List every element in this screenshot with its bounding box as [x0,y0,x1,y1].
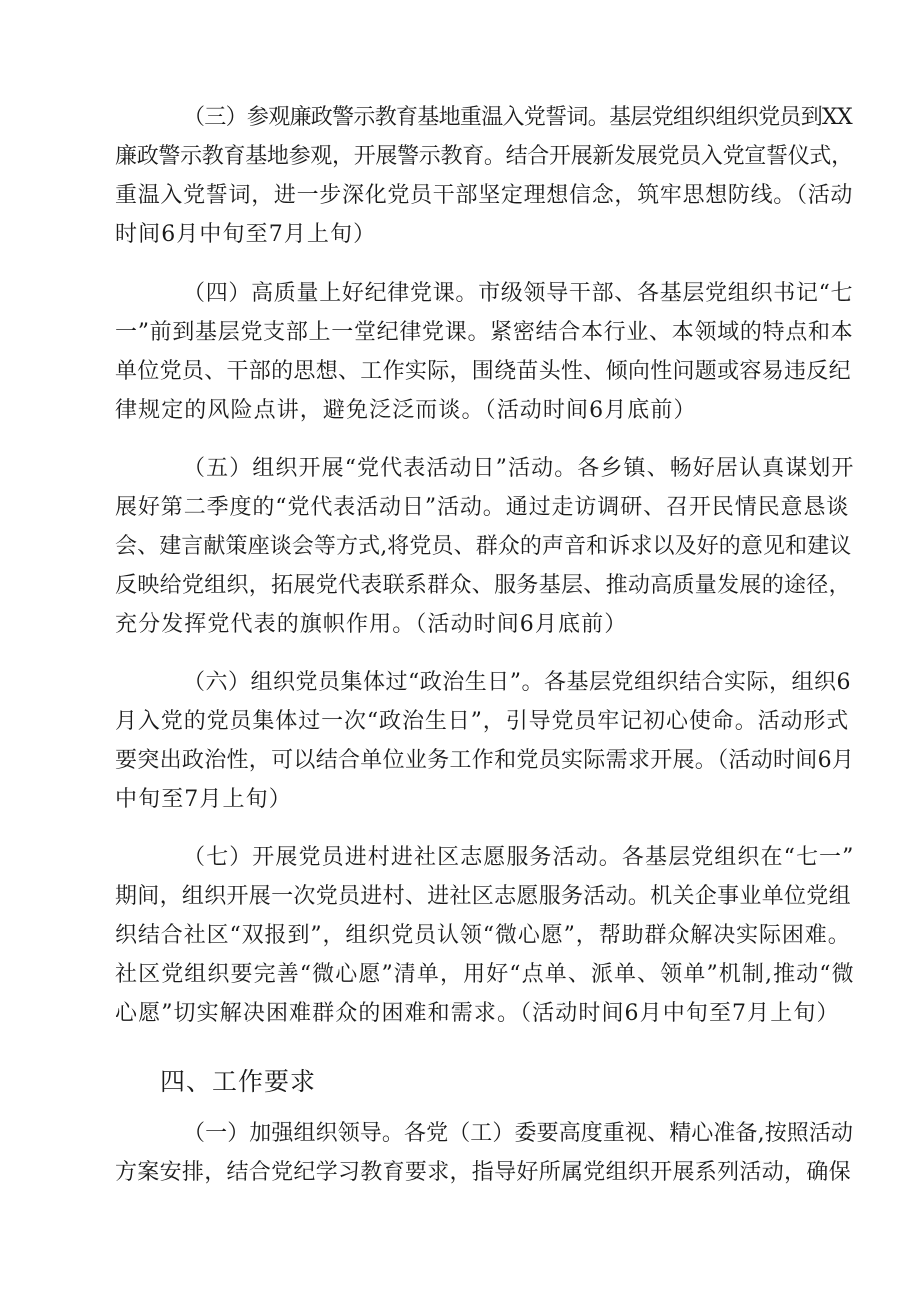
paragraph-line: （六）组织党员集体过“政治生日”。各基层党组织结合实际，组织6 [183,670,851,695]
paragraph-line: 充分发挥党代表的旗帜作用。（活动时间6月底前） [115,612,628,637]
paragraph-line: 展好第二季度的“党代表活动日”活动。通过走访调研、召开民情民意恳谈 [115,495,850,520]
paragraph-line: 反映给党组织，拓展党代表联系群众、服务基层、推动高质量发展的途径， [115,573,851,598]
paragraph-line: 中旬至7月上旬） [115,787,292,812]
paragraph-item-6 [115,663,855,819]
paragraph-line: 要突出政治性，可以结合单位业务工作和党员实际需求开展。（活动时间6月 [115,748,855,773]
paragraph-item-3 [115,98,855,254]
paragraph-line: （四）高质量上好纪律党课。市级领导干部、各基层党组织书记“七 [183,281,854,306]
paragraph-item-closing [115,1114,855,1192]
paragraph-line: （三）参观廉政警示教育基地重温入党誓词。基层党组织组织党员到XX [183,105,852,130]
paragraph-line: 会、建言献策座谈会等方式,将党员、群众的声音和诉求以及好的意见和建议 [115,534,852,559]
paragraph-line: 时间6月中旬至7月上旬） [115,222,377,247]
paragraph-item-4 [115,274,855,430]
paragraph-line: （七）开展党员进村进社区志愿服务活动。各基层党组织在“七一” [183,845,855,870]
paragraph-line: 月入党的党员集体过一次“政治生日”，引导党员牢记初心使命。活动形式 [115,709,850,734]
paragraph-line: 织结合社区“双报到”，组织党员认领“微心愿”，帮助群众解决实际困难。 [115,923,851,948]
paragraph-line: 单位党员、干部的思想、工作实际，围绕苗头性、倾向性问题或容易违反纪 [115,359,851,384]
paragraph-line: （一）加强组织领导。各党（工）委要高度重视、精心准备,按照活动 [183,1121,854,1146]
paragraph-line: 廉政警示教育基地参观，开展警示教育。结合开展新发展党员入党宣誓仪式， [115,144,853,169]
section-heading: 四、工作要求 [160,1067,317,1096]
paragraph-line: 期间，组织开展一次党员进村、进社区志愿服务活动。机关企事业单位党组 [115,884,851,909]
paragraph-line: 律规定的风险点讲，避免泛泛而谈。（活动时间6月底前） [115,398,697,423]
paragraph-item-5 [115,449,855,644]
paragraph-line: 心愿”切实解决困难群众的困难和需求。（活动时间6月中旬至7月上旬） [115,1001,840,1026]
paragraph-item-7 [115,838,855,1033]
paragraph-line: 方案安排，结合党纪学习教育要求，指导好所属党组织开展系列活动，确保 [115,1160,851,1185]
paragraph-line: 一”前到基层党支部上一堂纪律党课。紧密结合本行业、本领域的特点和本 [115,320,854,345]
paragraph-line: 社区党组织要完善“微心愿”清单，用好“点单、派单、领单”机制,推动“微 [115,962,855,987]
paragraph-line: 重温入党誓词，进一步深化党员干部坚定理想信念，筑牢思想防线。（活动 [115,183,854,208]
paragraph-line: （五）组织开展“党代表活动日”活动。各乡镇、畅好居认真谋划开 [183,456,855,481]
